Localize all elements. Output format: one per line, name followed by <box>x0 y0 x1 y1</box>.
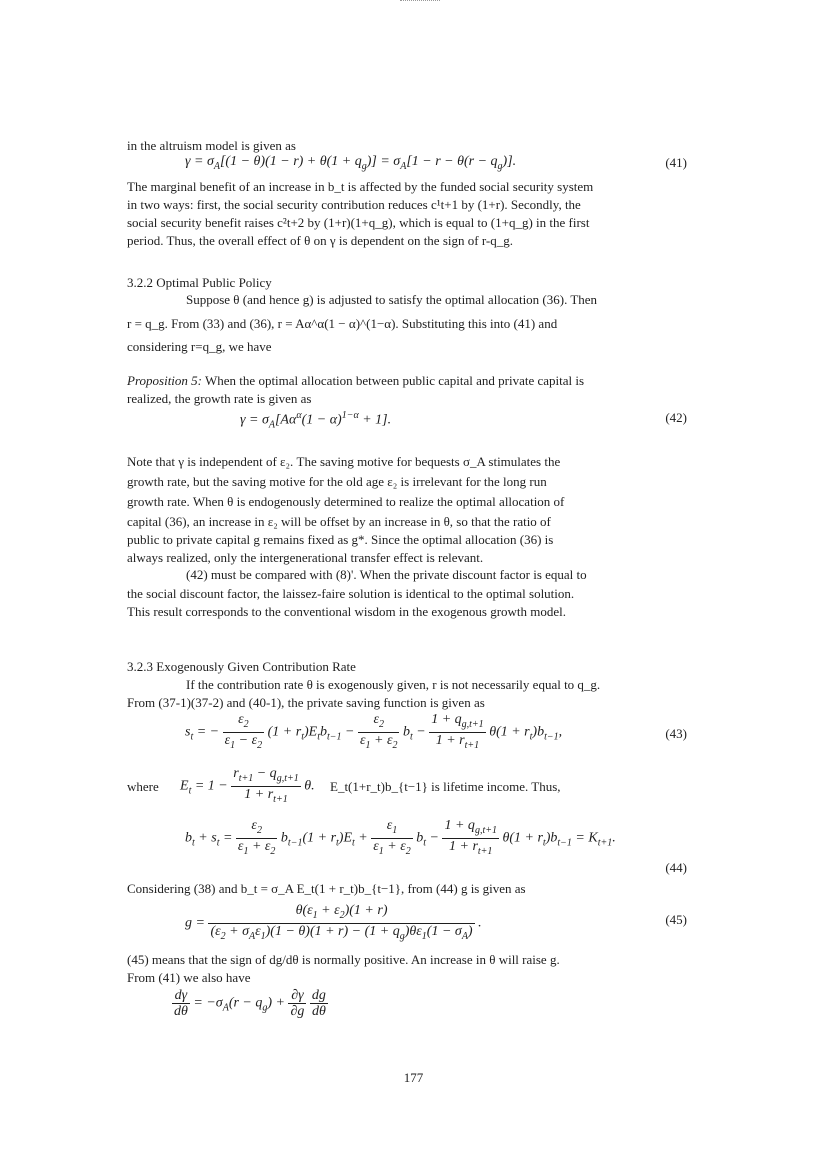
equation-43: $s_t$ = − $\frac{\varepsilon_2}{\varepsilon_1 - \varepsilon_2}$ $(1 + r_t)E_tb_{t-1}$ − $\frac{\varepsilon_2}{\varepsilon_1 + \varepsilon_2}$ $b_t$ − $\frac{1 + q_{g,t+1}}{1 + r_{t+1}}$ $\theta(1 + r_t)b_{t-1}$, <box>185 712 563 751</box>
text-line: public to private capital g remains fixed as g*. Since the optimal allocation (36) is <box>127 532 554 547</box>
text-line: in two ways: first, the social security contribution reduces c¹t+1 by (1+r). Secondly, the <box>127 197 581 212</box>
equation-44: $b_t + s_t$ = $\frac{\varepsilon_2}{\varepsilon_1 + \varepsilon_2}$ $b_{t-1}(1 + r_t)E_t$ + $\frac{\varepsilon_1}{\varepsilon_1 + \varepsilon_2}$ $b_t$ − $\frac{1 + q_{g,t+1}}{1 + r_{t+1}}$ $\theta(1 + r_t)b_{t-1} = K_{t+1}$. <box>185 818 616 857</box>
text-line: in the altruism model is given as <box>127 138 296 153</box>
text-line: social security benefit raises c²t+2 by (1+r)(1+q_g), which is equal to (1+q_g) in the first <box>127 215 590 230</box>
text-line: E_t(1+r_t)b_{t−1} is lifetime income. Thus, <box>330 779 561 794</box>
text-line: where <box>127 779 159 794</box>
equation-42: $\gamma = \sigma_A[A\alpha^\alpha(1 - \alpha)^{1-\alpha} + 1]$. <box>240 410 392 431</box>
text-line: realized, the growth rate is given as <box>127 391 312 406</box>
proposition-title: Proposition 5: <box>127 373 202 388</box>
text-line: The marginal benefit of an increase in b_t is affected by the funded social security system <box>127 179 594 194</box>
text-line: Suppose θ (and hence g) is adjusted to satisfy the optimal allocation (36). Then <box>186 292 598 307</box>
proposition-text: When the optimal allocation between public capital and private capital is <box>205 373 585 388</box>
page-number: 177 <box>403 1070 424 1085</box>
text-line: r = q_g. From (33) and (36), r = Aα^α(1 − α)^(1−α). Substituting this into (41) and <box>127 316 558 331</box>
proposition-line <box>127 373 584 389</box>
text-line: period. Thus, the overall effect of θ on γ is dependent on the sign of r-q_g. <box>127 233 513 248</box>
section-heading: 3.2.3 Exogenously Given Contribution Rate <box>127 659 356 674</box>
equation-41: $\gamma = \sigma_A[(1 - \theta)(1 - r) + \theta(1 + q_g)] = \sigma_A[1 - r - \theta(r - q_g)]$. <box>185 154 517 172</box>
equation-lifetime-income: $E_t = 1$ − $\frac{r_{t+1} - q_{g,t+1}}{1 + r_{t+1}}$ θ. <box>180 766 315 805</box>
text-line: Note that γ is independent of ε₂. The saving motive for bequests σ_A stimulates the <box>127 454 561 469</box>
equation-number: (43) <box>665 726 687 741</box>
text-line: the social discount factor, the laissez-faire solution is identical to the optimal solution. <box>127 586 575 601</box>
text-line: (42) must be compared with (8)'. When the private discount factor is equal to <box>186 567 587 582</box>
equation-number: (41) <box>665 155 687 170</box>
equation-dgamma: $\frac{d\gamma}{d\theta}$ = $-\sigma_A(r - q_g)$ + $\frac{\partial\gamma}{\partial g}$ $\frac{dg}{d\theta}$ <box>174 988 326 1019</box>
text-line: Considering (38) and b_t = σ_A E_t(1 + r_t)b_{t−1}, from (44) g is given as <box>127 881 526 896</box>
text-line: From (41) we also have <box>127 970 251 985</box>
scan-mark <box>400 0 440 3</box>
text-line: growth rate, but the saving motive for the old age ε₂ is irrelevant for the long run <box>127 474 547 489</box>
equation-number: (42) <box>665 410 687 425</box>
text-line: (45) means that the sign of dg/dθ is normally positive. An increase in θ will raise g. <box>127 952 560 967</box>
equation-number: (44) <box>665 860 687 875</box>
section-heading: 3.2.2 Optimal Public Policy <box>127 275 272 290</box>
text-line: always realized, only the intergenerational transfer effect is relevant. <box>127 550 484 565</box>
text-line: If the contribution rate θ is exogenously given, r is not necessarily equal to q_g. <box>186 677 601 692</box>
text-line: This result corresponds to the conventional wisdom in the exogenous growth model. <box>127 604 567 619</box>
text-line: growth rate. When θ is endogenously determined to realize the optimal allocation of <box>127 494 565 509</box>
text-line: From (37-1)(37-2) and (40-1), the private saving function is given as <box>127 695 485 710</box>
text-line: capital (36), an increase in ε₂ will be offset by an increase in θ, so that the ratio of <box>127 514 551 529</box>
text-line: considering r=q_g, we have <box>127 339 272 354</box>
equation-number: (45) <box>665 912 687 927</box>
equation-45: g = $\frac{\theta(\varepsilon_1 + \varepsilon_2)(1 + r)}{(\varepsilon_2 + \sigma_A\varepsilon_1)(1 - \theta)(1 + r) - (1 + q_g)\theta\varepsilon_1(1 - \sigma_A)}$ . <box>185 903 482 942</box>
